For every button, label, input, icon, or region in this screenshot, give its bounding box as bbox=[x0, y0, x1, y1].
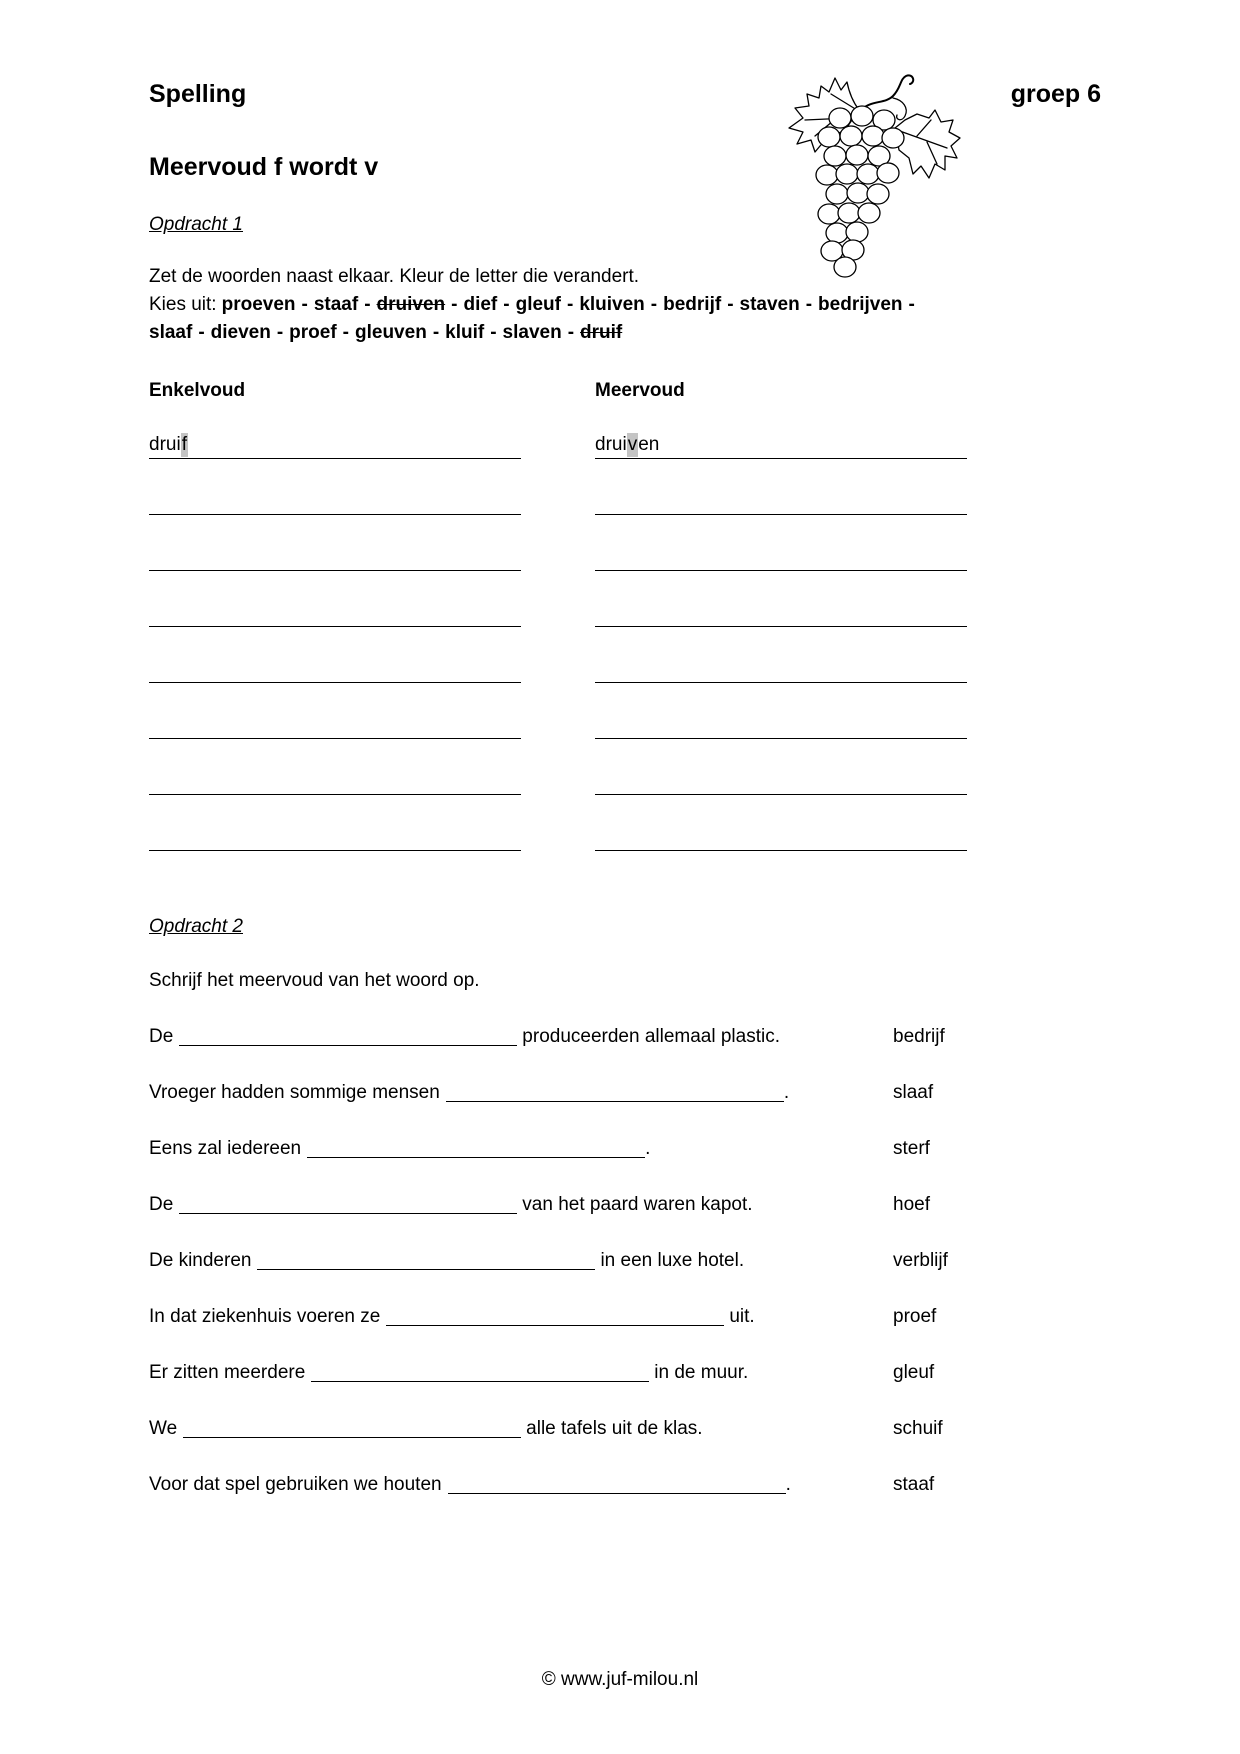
answer-line-singular[interactable] bbox=[149, 627, 521, 683]
answer-blank[interactable] bbox=[183, 1436, 521, 1438]
sentence-list bbox=[149, 1009, 1109, 1513]
answer-line-plural[interactable] bbox=[595, 627, 967, 683]
answer-line-plural[interactable] bbox=[595, 459, 967, 515]
word-choice: slaven bbox=[502, 322, 562, 343]
answer-line-singular[interactable] bbox=[149, 739, 521, 795]
choice-separator: - bbox=[490, 322, 497, 343]
word-choice-used: druif bbox=[580, 322, 623, 343]
changed-letter: v bbox=[627, 434, 638, 455]
answer-blank[interactable] bbox=[307, 1156, 645, 1158]
base-word: bedrijf bbox=[893, 1026, 945, 1047]
answer-row bbox=[149, 515, 967, 571]
base-word: verblijf bbox=[893, 1250, 948, 1271]
word-choice: staven bbox=[739, 294, 800, 315]
sentence-text-after: . bbox=[785, 1474, 791, 1495]
answer-line-plural[interactable] bbox=[595, 683, 967, 739]
word-choice: bedrijven bbox=[818, 294, 903, 315]
answer-blank[interactable] bbox=[179, 1212, 517, 1214]
base-word: proef bbox=[893, 1306, 937, 1327]
answer-row bbox=[149, 795, 967, 851]
answer-blank[interactable] bbox=[448, 1492, 786, 1494]
choice-separator: - bbox=[451, 294, 458, 315]
word-choice: dief bbox=[463, 294, 498, 315]
word-choice: proef bbox=[289, 322, 337, 343]
choice-separator: - bbox=[342, 322, 349, 343]
word-choice-used: druiven bbox=[376, 294, 446, 315]
word-choice: gleuf bbox=[515, 294, 561, 315]
sentence-row bbox=[149, 1457, 1109, 1513]
column-header-singular: Enkelvoud bbox=[149, 380, 246, 401]
sentence-text-after: produceerden allemaal plastic. bbox=[522, 1026, 781, 1047]
answer-row bbox=[149, 683, 967, 739]
subject-heading: Spelling bbox=[149, 80, 247, 108]
sentence-text-after: uit. bbox=[729, 1306, 755, 1327]
sentence-text-after: in een luxe hotel. bbox=[600, 1250, 745, 1271]
answer-line-singular[interactable] bbox=[149, 795, 521, 851]
choice-separator: - bbox=[432, 322, 440, 343]
answer-line-plural[interactable] bbox=[595, 739, 967, 795]
grapes-icon bbox=[787, 70, 962, 280]
choice-separator: - bbox=[301, 294, 308, 315]
worksheet-title: Meervoud f wordt v bbox=[149, 153, 379, 181]
choice-separator: - bbox=[503, 294, 510, 315]
answer-blank[interactable] bbox=[311, 1380, 649, 1382]
answer-row bbox=[149, 459, 967, 515]
sentence-text-before: De bbox=[149, 1026, 174, 1047]
choice-separator: - bbox=[364, 294, 371, 315]
word-stem: drui bbox=[595, 434, 627, 455]
choice-separator: - bbox=[566, 294, 574, 315]
sentence-text-before: Voor dat spel gebruiken we houten bbox=[149, 1474, 442, 1495]
answer-line-singular[interactable] bbox=[149, 459, 521, 515]
sentence-row bbox=[149, 1121, 1109, 1177]
exercise-2-instruction: Schrijf het meervoud van het woord op. bbox=[149, 970, 480, 991]
answer-row bbox=[149, 627, 967, 683]
sentence-text-before: Vroeger hadden sommige mensen bbox=[149, 1082, 440, 1103]
choice-separator: - bbox=[908, 294, 915, 315]
answer-line-plural[interactable] bbox=[595, 515, 967, 571]
sentence-text-after: in de muur. bbox=[654, 1362, 749, 1383]
sentence-text-before: De bbox=[149, 1194, 174, 1215]
sentence-text-after: . bbox=[645, 1138, 651, 1159]
answer-line-plural[interactable] bbox=[595, 795, 967, 851]
choice-separator: - bbox=[567, 322, 575, 343]
column-header-plural: Meervoud bbox=[595, 380, 685, 401]
answer-blank[interactable] bbox=[257, 1268, 595, 1270]
answer-row bbox=[149, 571, 967, 627]
sentence-text-before: In dat ziekenhuis voeren ze bbox=[149, 1306, 381, 1327]
sentence-text-after: van het paard waren kapot. bbox=[522, 1194, 753, 1215]
sentence-row bbox=[149, 1065, 1109, 1121]
word-choices-line bbox=[149, 291, 921, 319]
word-choice: slaaf bbox=[149, 322, 193, 343]
answer-blank[interactable] bbox=[386, 1324, 724, 1326]
answer-blank[interactable] bbox=[179, 1044, 517, 1046]
word-choice: bedrijf bbox=[663, 294, 722, 315]
answer-line-singular[interactable] bbox=[149, 515, 521, 571]
sentence-text-before: Er zitten meerdere bbox=[149, 1362, 306, 1383]
choice-separator: - bbox=[650, 294, 658, 315]
sentence-row bbox=[149, 1345, 1109, 1401]
word-choices-line bbox=[149, 319, 921, 347]
answer-line-plural[interactable] bbox=[595, 571, 967, 627]
choose-label: Kies uit: bbox=[149, 294, 217, 315]
choice-separator: - bbox=[198, 322, 205, 343]
answer-row bbox=[149, 739, 967, 795]
base-word: staaf bbox=[893, 1474, 935, 1495]
sentence-row bbox=[149, 1401, 1109, 1457]
example-plural bbox=[595, 403, 967, 459]
exercise-1-instruction: Zet de woorden naast elkaar. Kleur de letter die verandert. bbox=[149, 266, 640, 287]
word-ending: en bbox=[638, 434, 660, 455]
base-word: sterf bbox=[893, 1138, 930, 1159]
changed-letter: f bbox=[181, 434, 187, 455]
sentence-text-before: De kinderen bbox=[149, 1250, 252, 1271]
choice-separator: - bbox=[276, 322, 284, 343]
answer-table bbox=[149, 403, 967, 851]
word-choice: kluiven bbox=[579, 294, 645, 315]
answer-line-singular[interactable] bbox=[149, 571, 521, 627]
footer-copyright: © www.juf-milou.nl bbox=[541, 1669, 699, 1690]
sentence-row bbox=[149, 1289, 1109, 1345]
answer-line-singular[interactable] bbox=[149, 683, 521, 739]
sentence-text-after: . bbox=[783, 1082, 790, 1103]
word-choice: gleuven bbox=[355, 322, 427, 343]
base-word: hoef bbox=[893, 1194, 930, 1215]
sentence-row bbox=[149, 1177, 1109, 1233]
word-stem: drui bbox=[149, 434, 181, 455]
exercise-1-text bbox=[149, 263, 921, 347]
word-choice: dieven bbox=[210, 322, 271, 343]
base-word: gleuf bbox=[893, 1362, 935, 1383]
sentence-row bbox=[149, 1009, 1109, 1065]
word-choice: kluif bbox=[445, 322, 485, 343]
example-singular bbox=[149, 403, 521, 459]
example-row bbox=[149, 403, 967, 459]
word-choice: staaf bbox=[313, 294, 359, 315]
exercise-1-label: Opdracht 1 bbox=[149, 214, 243, 235]
choice-separator: - bbox=[805, 294, 813, 315]
sentence-text-before: Eens zal iedereen bbox=[149, 1138, 302, 1159]
base-word: slaaf bbox=[893, 1082, 934, 1103]
exercise-2-label: Opdracht 2 bbox=[149, 916, 243, 937]
sentence-text-after: alle tafels uit de klas. bbox=[526, 1418, 703, 1439]
sentence-row bbox=[149, 1233, 1109, 1289]
base-word: schuif bbox=[893, 1418, 943, 1439]
group-label: groep 6 bbox=[1010, 80, 1101, 108]
sentence-text-before: We bbox=[149, 1418, 178, 1439]
answer-blank[interactable] bbox=[446, 1100, 784, 1102]
choice-separator: - bbox=[727, 294, 734, 315]
word-choice: proeven bbox=[221, 294, 296, 315]
